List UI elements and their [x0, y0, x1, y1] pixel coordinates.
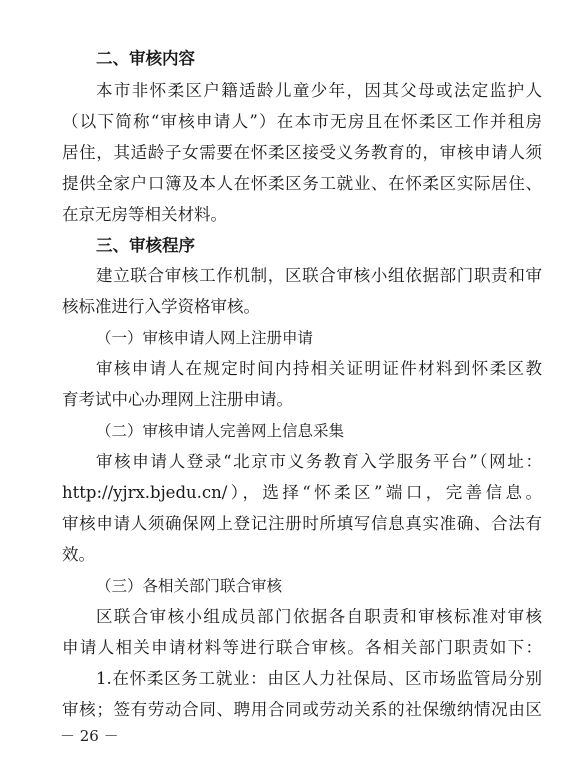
paragraph-line: 核标准进行入学资格审核。 — [62, 297, 260, 316]
section-heading-procedure: 三、审核程序 — [96, 236, 195, 255]
paragraph-line: 申请人相关申请材料等进行联合审核。各相关部门职责如下： — [62, 638, 542, 657]
paragraph-line: 审核申请人登录“北京市义务教育入学服务平台”（网址： — [96, 452, 542, 471]
paragraph-line: 1.在怀柔区务工就业：由区人力社保局、区市场监管局分别 — [96, 669, 542, 688]
paragraph-line: 本市非怀柔区户籍适龄儿童少年，因其父母或法定监护人 — [96, 81, 542, 100]
paragraph-line: 审核申请人须确保网上登记注册时所填写信息真实准确、合法有 — [62, 514, 542, 533]
paragraph-line: 建立联合审核工作机制，区联合审核小组依据部门职责和审 — [96, 266, 542, 285]
paragraph-line: 区联合审核小组成员部门依据各自职责和审核标准对审核 — [96, 607, 542, 626]
paragraph-line: 审核；签有劳动合同、聘用合同或劳动关系的社保缴纳情况由区 — [62, 700, 542, 719]
paragraph-line: 效。 — [62, 545, 95, 564]
paragraph-line: （以下简称“审核申请人”）在本市无房且在怀柔区工作并租房 — [62, 112, 542, 131]
paragraph-line: 在京无房等相关材料。 — [62, 205, 227, 224]
paragraph-line: 审核申请人在规定时间内持相关证明证件材料到怀柔区教 — [96, 359, 542, 378]
paragraph-line: 居住，其适龄子女需要在怀柔区接受义务教育的，审核申请人须 — [62, 143, 542, 162]
page-number: － 26 － — [60, 727, 119, 745]
subsection-heading-online-registration: （一）审核申请人网上注册申请 — [96, 329, 314, 347]
paragraph-line: 提供全家户口簿及本人在怀柔区务工就业、在怀柔区实际居住、 — [62, 174, 542, 193]
subsection-heading-joint-review: （三）各相关部门联合审核 — [96, 577, 283, 595]
paragraph-line: http://yjrx.bjedu.cn/），选择“怀柔区”端口，完善信息。 — [62, 483, 542, 502]
subsection-heading-info-collection: （二）审核申请人完善网上信息采集 — [96, 422, 345, 440]
section-heading-content: 二、审核内容 — [96, 49, 195, 68]
paragraph-line: 育考试中心办理网上注册申请。 — [62, 390, 293, 409]
